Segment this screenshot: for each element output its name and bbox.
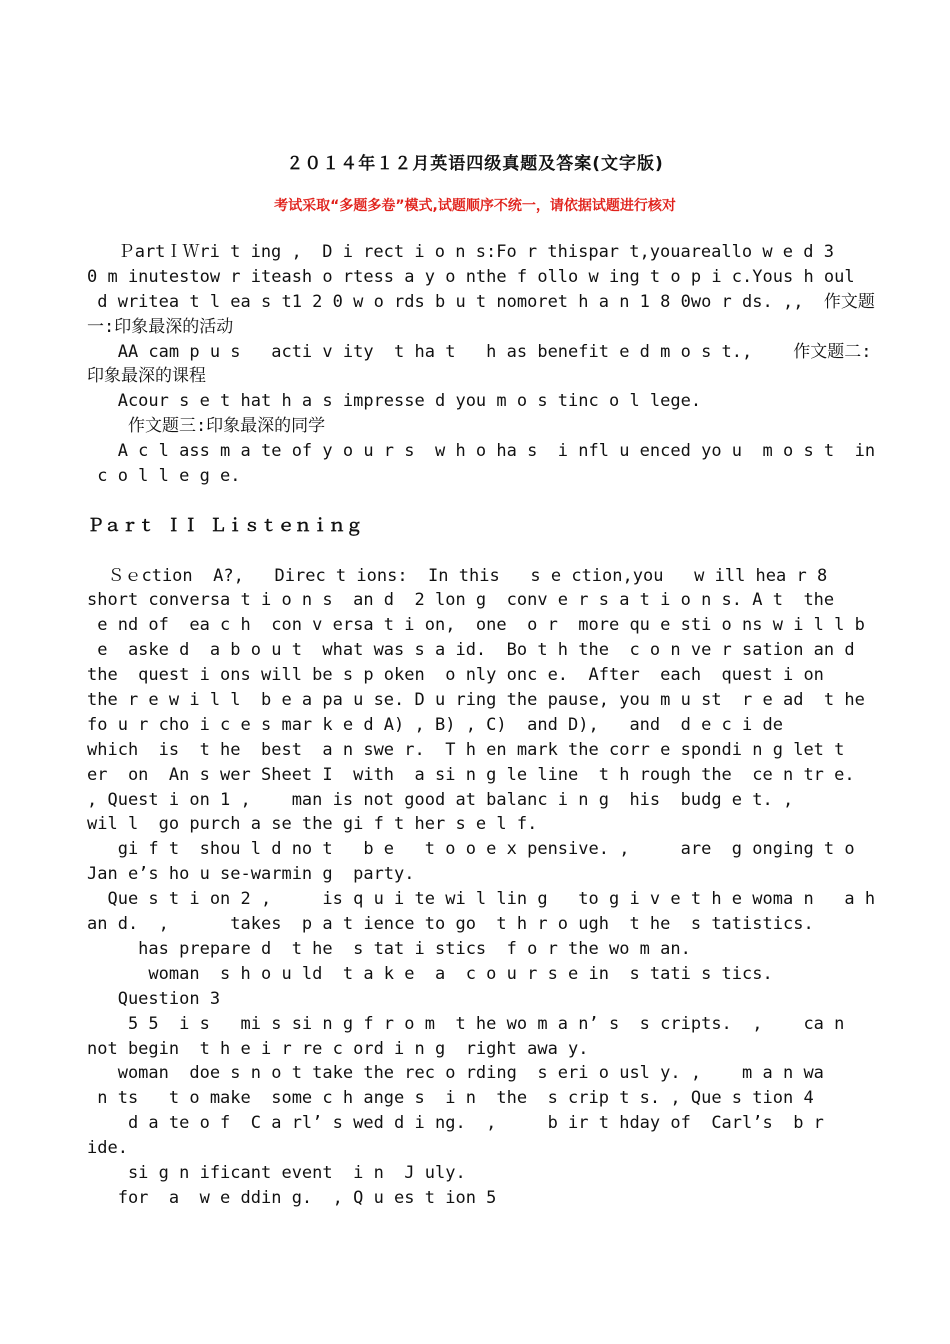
body-text-line: gi f t shou l d no t b e t o o e x pensive. , are g onging t o xyxy=(87,839,855,860)
body-text-line: Question 3 xyxy=(87,988,221,1009)
body-text-line: e nd of ea c h con v ersa t i on, one o r more qu e sti o ns w i l l b xyxy=(87,615,865,636)
body-text-line: fo u r cho i c e s mar k e d A) , B) , C) and D), and d e c i de xyxy=(87,714,783,735)
body-text-line: woman s h o u ld t a k e a c o u r s e in s tati s tics. xyxy=(87,963,773,984)
body-text-line: an d. , takes p a t ience to go t h r o ugh t he s tatistics. xyxy=(87,914,814,935)
body-text-line: short conversa t i o n s an d 2 lon g conv e r s a t i o n s. A t the xyxy=(87,590,835,611)
body-text-line: for a w e ddin g. , Q u es t ion 5 xyxy=(87,1187,497,1208)
body-text-line: which is t he best a n swe r. T h en mark the corr e spondi n g let t xyxy=(87,739,845,760)
body-text-line: wil l go purch a se the gi f t her s e l f. xyxy=(87,814,538,835)
body-text-line: AA cam p u s acti v ity t ha t h as benefit e d m o s t., 作文题二: xyxy=(87,341,872,362)
body-text-line: 印象最深的课程 xyxy=(87,366,206,387)
body-text-line: ＰartＩＷri t ing , D i rect i o n s:Fo r thispar t,youareallo w e d 3 xyxy=(87,242,834,262)
body-text-line: ide. xyxy=(87,1138,128,1159)
body-text-line: the r e w i l l b e a pa u se. D u ring the pause, you m u st r e ad t he xyxy=(87,690,865,711)
body-text-line: d a te o f C a rl’ s wed d i ng. , b ir t hday of Carl’s b r xyxy=(87,1113,824,1134)
section-heading: Ｐａｒｔ ＩＩ Ｌｉｓｔｅｎｉｎｇ xyxy=(87,515,363,536)
document-body xyxy=(87,240,876,1211)
document-title: ２０１４年１２月英语四级真题及答案(文字版) xyxy=(286,154,664,174)
body-text-line: 0 m inutestow r iteash o rtess a y o nthe f ollo w ing t o p i c.Yous h oul xyxy=(87,266,855,287)
body-text-line xyxy=(87,489,862,514)
body-text-line: n ts t o make some c h ange s i n the s crip t s. , Que s tion 4 xyxy=(87,1088,814,1109)
document-subtitle: 考试采取“多题多卷”模式,试题顺序不统一，请依据试题进行核对 xyxy=(274,198,676,214)
body-text-line: , Quest i on 1 , man is not good at balanc i n g his budg e t. , xyxy=(87,789,794,810)
body-text-line: si g n ificant event i n J uly. xyxy=(87,1162,466,1183)
body-text-line: er on An s wer Sheet I with a si n g le line t h rough the ce n tr e. xyxy=(87,764,855,785)
body-text-line: woman doe s n o t take the rec o rding s eri o usl y. , m a n wa xyxy=(87,1063,824,1084)
body-text-line: the quest i ons will be s p oken o nly onc e. After each quest i on xyxy=(87,665,824,686)
body-text-line: Acour s e t hat h a s impresse d you m o s tinc o l lege. xyxy=(87,391,702,412)
body-text-line xyxy=(87,539,862,564)
body-text-line: 5 5 i s mi s si n g f r o m t he wo m a n’ s s cripts. , ca n xyxy=(87,1013,845,1034)
body-text-line: 作文题三:印象最深的同学 xyxy=(87,416,326,437)
body-text-line: 一:印象最深的活动 xyxy=(87,316,234,337)
body-text-line: d writea t l ea s t1 2 0 w o rds b u t nomoret h a n 1 8 0wo r ds. ,, 作文题 xyxy=(87,291,875,312)
body-text-line: not begin t h e i r re c ord i n g right awa y. xyxy=(87,1038,589,1059)
body-text-line: has prepare d t he s tat i stics f o r the wo m an. xyxy=(87,938,691,959)
body-text-line: c o l l e g e. xyxy=(87,466,241,487)
body-text-line: A c l ass m a te of y o u r s w h o ha s i nfl u enced yo u m o s t in xyxy=(87,441,876,462)
body-text-line: e aske d a b o u t what was s a id. Bo t h the c o n ve r sation an d xyxy=(87,640,855,661)
body-text-line: Jan e’s ho u se-warmin g party. xyxy=(87,864,415,885)
body-text-line: Que s t i on 2 , is q u i te wi l lin g to g i v e t h e woma n a h xyxy=(87,889,876,910)
body-text-line: Ｓｅction A?, Direc t ions: In this s e ction,you w ill hea r 8 xyxy=(87,565,828,586)
